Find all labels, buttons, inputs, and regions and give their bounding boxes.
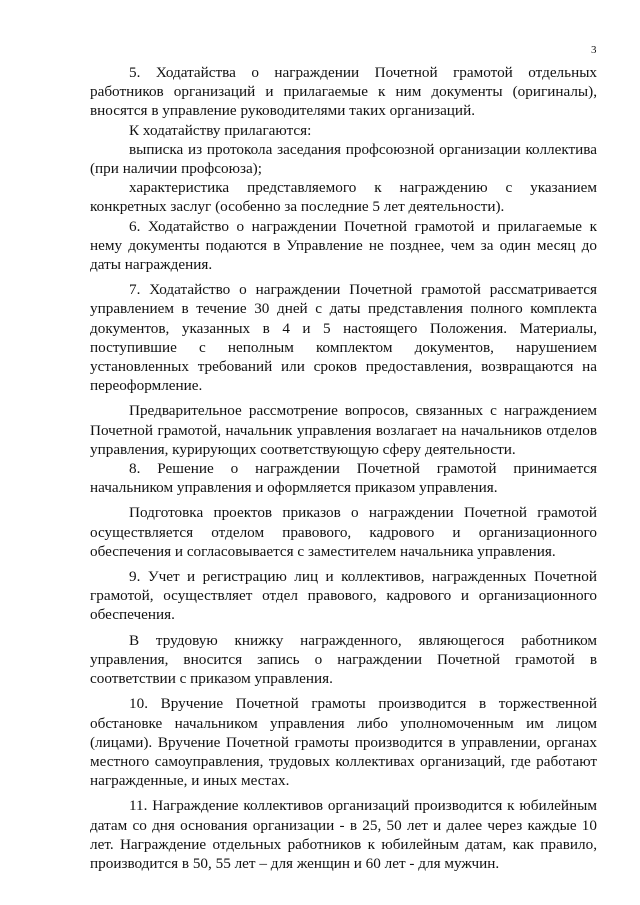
paragraph-9-registration: 9. Учет и регистрацию лиц и коллективов, награжденных Почетной грамотой, осуществляет отдел правового, кадрового и организационного обеспечения. [90,568,597,624]
paragraph-attachments-heading: К ходатайству прилагаются: [129,121,312,139]
paragraph-attachment-characteristic: характеристика представляемого к награждению с указанием конкретных заслуг (особенно за последние 5 лет деятельности). [90,179,597,216]
paragraph-11-anniversaries: 11. Награждение коллективов организаций производится к юбилейным датам со дня основания организации - в 25, 50 лет и далее через каждые 10 лет. Награждение отдельных работников к юбилейным датам, как правило, производится в 50, 55 лет – для женщин и 60 лет - для мужчин. [90,797,597,872]
paragraph-10-presentation: 10. Вручение Почетной грамоты производится в торжественной обстановке начальником управления либо уполномоченным им лицом (лицами). Вручение Почетной грамоты производится в управлении, органах местного самоуправления, трудовых коллективах организаций, где работают награжденные, и иных местах. [90,695,597,790]
paragraph-5-petitions: 5. Ходатайства о награждении Почетной грамотой отдельных работников организаций и прилагаемые к ним документы (оригиналы), вносятся в управление руководителями таких организаций. [90,64,597,120]
paragraph-preliminary-review: Предварительное рассмотрение вопросов, связанных с награждением Почетной грамотой, начальник управления возлагает на начальников отделов управления, курирующих соответствующую сферу деятельности. [90,402,597,458]
paragraph-attachment-extract: выписка из протокола заседания профсоюзной организации коллектива (при наличии профсоюза); [90,140,597,178]
paragraph-7-review: 7. Ходатайство о награждении Почетной грамотой рассматривается управлением в течение 30 дней с даты представления полного комплекта документов, указанных в 4 и 5 настоящего Положения. Материалы, поступившие с неполным комплектом документов, нарушением установленных требований или сроков предоставления, возвращаются на переоформление. [90,281,597,395]
document-body [90,63,597,873]
paragraph-draft-orders: Подготовка проектов приказов о награждении Почетной грамотой осуществляется отделом правового, кадрового и организационного обеспечения и согласовывается с заместителем начальника управления. [90,504,597,560]
paragraph-6-submission-deadline: 6. Ходатайство о награждении Почетной грамотой и прилагаемые к нему документы подаются в Управление не позднее, чем за один месяц до даты награждения. [90,217,597,274]
paragraph-8-decision: 8. Решение о награждении Почетной грамотой принимается начальником управления и оформляется приказом управления. [90,460,597,497]
paragraph-work-record-entry: В трудовую книжку награжденного, являющегося работником управления, вносится запись о награждении Почетной грамотой в соответствии с приказом управления. [90,631,597,688]
page-number: 3 [591,44,597,56]
